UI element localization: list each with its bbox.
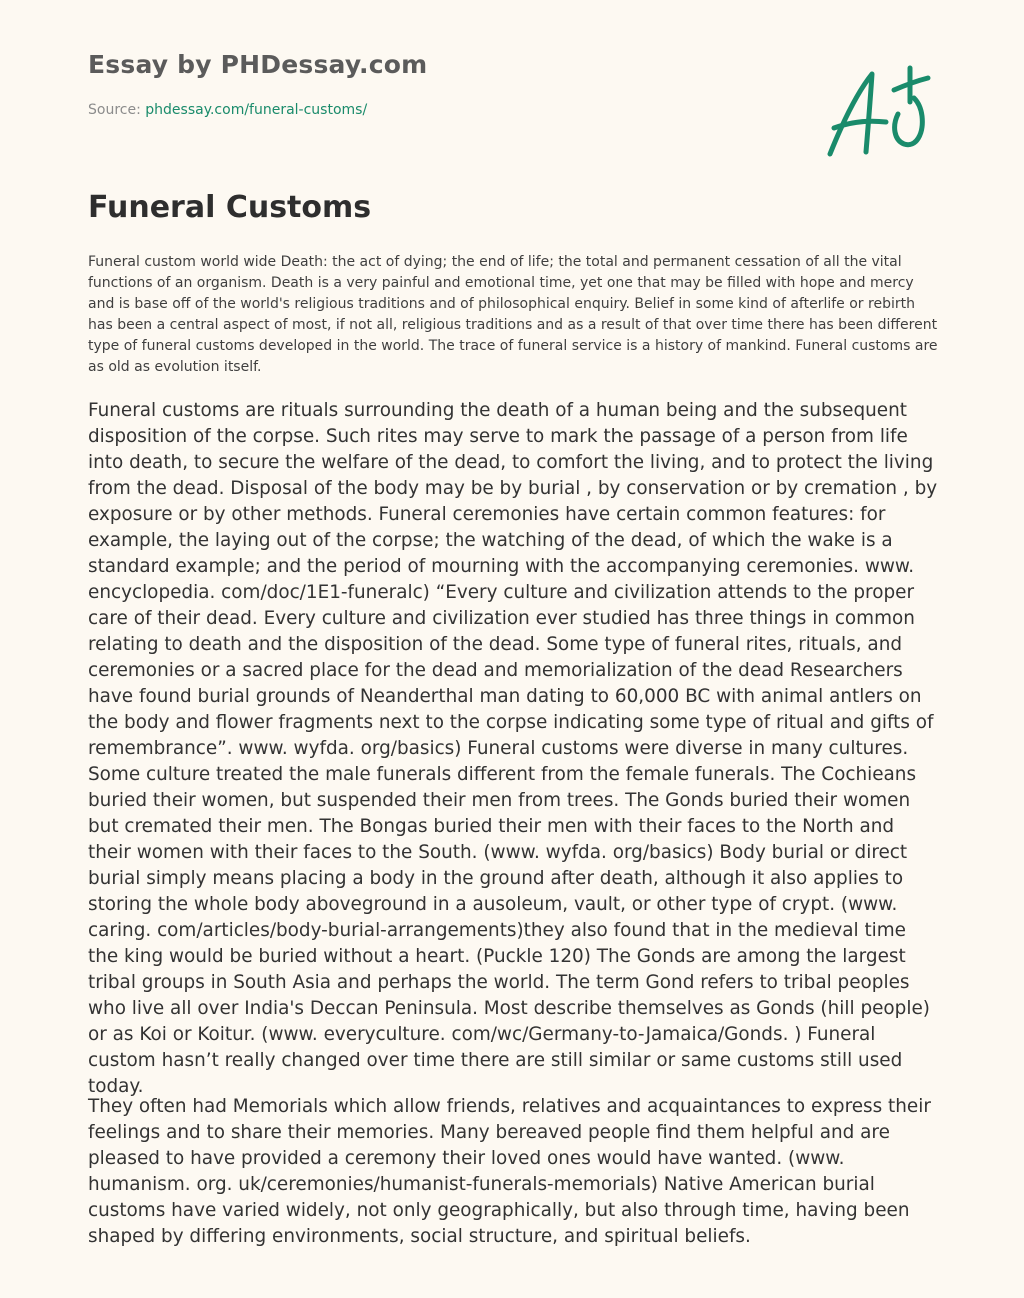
body-paragraph-1: Funeral customs are rituals surrounding the death of a human being and the subsequent disposition of the corpse. Such rites may serve to mark the passage of a person from life into death, to secure the welfare of the dead, to comfort the living, and to protect the living from the dead. Disposal of the body may be by burial , by conservation or by cremation , by exposure or by other methods. Funeral ceremonies have certain common features: for example, the laying out of the corpse; the watching of the dead, of which the wake is a standard example; and the period of mourning with the accompanying ceremonies. www. encyclopedia. com/doc/1E1-funeralc) “Every culture and civilization attends to the proper care of their dead. Every culture and civilization ever studied has three things in common relating to death and the disposition of the dead. Some type of funeral rites, rituals, and ceremonies or a sacred place for the dead and memorialization of the dead Researchers have found burial grounds of Neanderthal man dating to 60,000 BC with animal antlers on the body and flower fragments next to the corpse indicating some type of ritual and gifts of remembrance”. www. wyfda. org/basics) Funeral customs were diverse in many cultures. Some culture treated the male funerals different from the female funerals. The Cochieans buried their women, but suspended their men from trees. The Gonds buried their women but cremated their men. The Bongas buried their men with their faces to the North and their women with their faces to the South. (www. wyfda. org/basics) Body burial or direct burial simply means placing a body in the ground after death, although it also applies to storing the whole body aboveground in a ausoleum, vault, or other type of crypt. (www. caring. com/articles/body-burial-arrangements)they also found that in the medieval time the king would be buried without a heart. (Puckle 120) The Gonds are among the largest tribal groups in South Asia and perhaps the world. The term Gond refers to tribal peoples who live all over India's Deccan Peninsula. Most describe themselves as Gonds (hill people) or as Koi or Koitur. (www. everyculture. com/wc/Germany-to-Jamaica/Gonds. ) Funeral custom hasn’t really changed over time there are still similar or same customs still used today. xyxy=(88,400,938,1097)
a-plus-logo-icon xyxy=(824,62,934,162)
source-line xyxy=(88,102,367,118)
body-paragraph-2: They often had Memorials which allow friends, relatives and acquaintances to express their feelings and to share their memories. Many bereaved people find them helpful and are pleased to have provided a ceremony their loved ones would have wanted. (www. humanism. org. uk/ceremonies/humanist-funerals-memorials) Native American burial customs have varied widely, not only geographically, but also through time, having been shaped by differing environments, social structure, and spiritual beliefs. xyxy=(88,1096,931,1247)
site-brand[interactable]: Essay by PHDessay.com xyxy=(88,50,428,79)
source-link[interactable]: phdessay.com/funeral-customs/ xyxy=(145,102,368,118)
source-label: Source: xyxy=(88,102,146,118)
page-title: Funeral Customs xyxy=(88,190,372,225)
essay-abstract: Funeral custom world wide Death: the act of dying; the end of life; the total and permanent cessation of all the vital functions of an organism. Death is a very painful and emotional time, yet one that may be filled with hope and mercy and is base off of the world's religious traditions and of philosophical enquiry. Belief in some kind of afterlife or rebirth has been a central aspect of most, if not all, religious traditions and as a result of that over time there has been different type of funeral customs developed in the world. The trace of funeral service is a history of mankind. Funeral customs are as old as evolution itself. xyxy=(88,254,938,375)
